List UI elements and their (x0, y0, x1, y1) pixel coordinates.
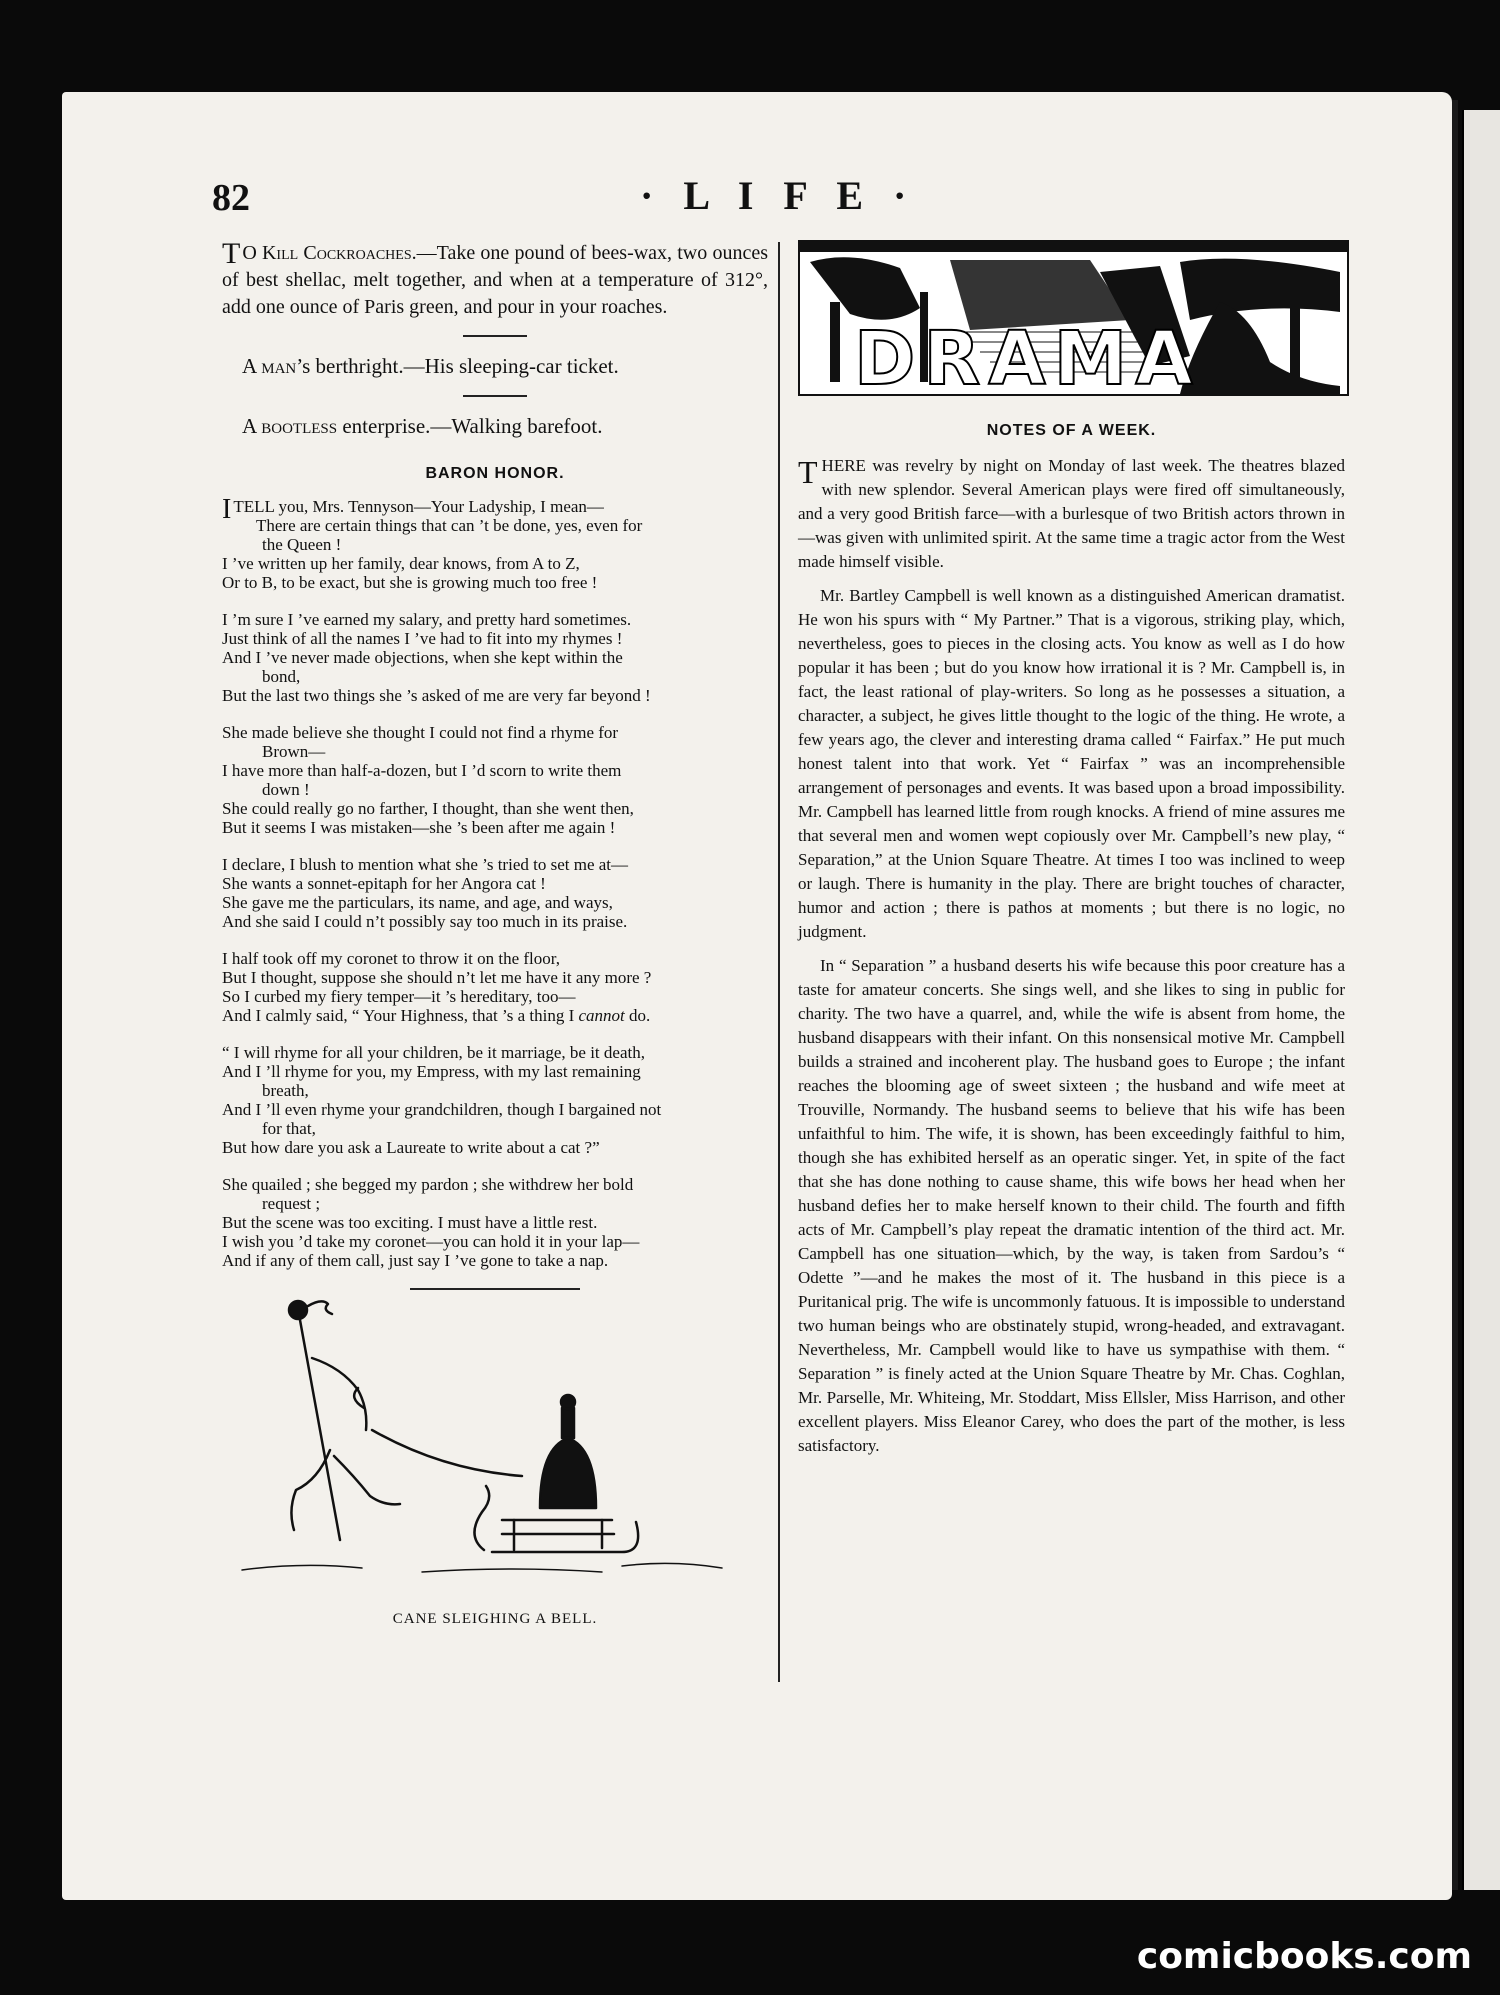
bootless-text: enterprise.—Walking barefoot. (337, 414, 603, 438)
poem-line: bond, (262, 667, 301, 686)
drama-banner (798, 240, 1349, 396)
berthright-lead: A man (242, 354, 297, 378)
poem-line-text: TELL you, Mrs. Tennyson—Your Ladyship, I mean— (233, 497, 604, 516)
berthright-text: ’s berthright.—His sleeping-car ticket. (296, 354, 619, 378)
poem-emphasis: cannot (578, 1006, 625, 1025)
poem-line: But the scene was too exciting. I must have a little rest. (222, 1213, 598, 1232)
poem-line: Or to B, to be exact, but she is growing much too free ! (222, 573, 598, 592)
poem-line: Brown— (262, 742, 326, 761)
paragraph-text: HERE was revelry by night on Monday of last week. The theatres blazed with new splendor. Several American plays were fired off simultaneously, and a very good British farce—with a burlesque of two British actors thrown in—was given with unlimited spirit. At the same time a tragic actor from the West made himself visible. (798, 456, 1345, 571)
poem-line: So I curbed my fiery temper—it ’s hereditary, too— (222, 987, 576, 1006)
cockroaches-text: —Take one pound of bees-wax, two ounces of best shellac, melt together, and when at a temperature of 312°, add one ounce of Paris green, and pour in your roaches. (222, 242, 768, 318)
short-rule (463, 395, 527, 397)
poem-title: BARON HONOR. (425, 465, 565, 482)
drama-banner-title: DRAMA (854, 316, 1201, 396)
poem-stanza (222, 494, 768, 592)
poem-line: And I ’ll rhyme for you, my Empress, with my last remaining (222, 1062, 641, 1081)
poem-line: She quailed ; she begged my pardon ; she withdrew her bold (222, 1175, 634, 1194)
poem-line: I ’ve written up her family, dear knows, from A to Z, (222, 554, 580, 573)
poem-stanza (222, 723, 768, 837)
poem-line: I ’m sure I ’ve earned my salary, and pretty hard sometimes. (222, 610, 632, 629)
next-page-edge (1462, 110, 1500, 1890)
drama-paragraph-2: Mr. Bartley Campbell is well known as a distinguished American dramatist. He won his spurs with “ My Partner.” That is a vigorous, striking play, which, nevertheless, goes to pieces in the closing acts. You know as well as I do how popular it has been ; but do you know how irrational it is ? Mr. Campbell is, in fact, the least rational of play-writers. So long as he possesses a situation, a character, a subject, he gives little thought to the logic of the thing. He wrote, a few years ago, the clever and interesting drama called “ Fairfax.” He put much honest talent into that work. Yet “ Fairfax ” was an incomprehensible arrangement of personages and events. It was based upon a broad impossibility. Mr. Campbell has learned little from rough knocks. A friend of mine assures me that several men and women wept copiously over Mr. Campbell’s new play, “ Separation,” at the Union Square Theatre. At times I too was inclined to weep or laugh. There is humanity in the play. There are bright touches of character, humor and action ; there is pathos at moments ; but there is no logic, no judgment. (798, 586, 1345, 941)
illustration-caption: CANE SLEIGHING A BELL. (392, 1611, 598, 1627)
poem-line: And she said I could n’t possibly say too much in its praise. (222, 912, 628, 931)
poem-line: I wish you ’d take my coronet—you can hold it in your lap— (222, 1232, 640, 1251)
poem-stanza (222, 855, 768, 931)
poem-stanza (222, 610, 768, 705)
poem-drop-cap: I (222, 494, 232, 525)
poem-line: the Queen ! (262, 535, 342, 554)
poem-line: And I ’ll even rhyme your grandchildren, though I bargained not (222, 1100, 662, 1119)
drop-cap: T (798, 454, 818, 490)
poem-stanza (222, 1043, 768, 1157)
berthright-joke (242, 351, 768, 381)
poem-line: But it seems I was mistaken—she ’s been after me again ! (222, 818, 616, 837)
poem-stanza (222, 949, 768, 1025)
bootless-joke (242, 411, 768, 441)
poem-line: She wants a sonnet-epitaph for her Angora cat ! (222, 874, 546, 893)
poem-line (222, 494, 768, 525)
poem-line: But I thought, suppose she should n’t let me have it any more ? (222, 968, 652, 987)
poem-line: for that, (262, 1119, 316, 1138)
cockroaches-paragraph (222, 237, 768, 321)
poem-line: She gave me the particulars, its name, and age, and ways, (222, 893, 613, 912)
right-column (798, 240, 1345, 1468)
column-divider (778, 242, 780, 1682)
drama-paragraph-1 (798, 454, 1345, 574)
watermark: comicbooks.com (1136, 1936, 1472, 1977)
cockroaches-title: O Kill Cockroaches. (242, 242, 417, 264)
poem-line (222, 1006, 768, 1025)
poem-line: And if any of them call, just say I ’ve gone to take a nap. (222, 1251, 609, 1270)
masthead-title: · L I F E · (640, 173, 917, 218)
poem-line: But the last two things she ’s asked of me are very far beyond ! (222, 686, 651, 705)
poem-stanza (222, 1175, 768, 1270)
poem-line: I half took off my coronet to throw it on the floor, (222, 949, 560, 968)
cane-sleighing-bell-illustration (222, 1290, 768, 1600)
poem-line: She could really go no farther, I thought, than she went then, (222, 799, 634, 818)
page-number: 82 (212, 177, 250, 219)
poem-line: There are certain things that can ’t be done, yes, even for (256, 516, 643, 535)
poem-line: And I ’ve never made objections, when she kept within the (222, 648, 623, 667)
poem-line: request ; (262, 1194, 321, 1213)
poem-line: But how dare you ask a Laureate to write about a cat ?” (222, 1138, 600, 1157)
short-rule (463, 335, 527, 337)
poem-line: down ! (262, 780, 310, 799)
poem-line: I declare, I blush to mention what she ’s tried to set me at— (222, 855, 629, 874)
drama-paragraph-3: In “ Separation ” a husband deserts his wife because this poor creature has a taste for amateur concerts. She sings well, and she likes to sing in public for charity. The two have a quarrel, and, while the wife is absent from home, the husband disappears with their infant. On this nonsensical motive Mr. Campbell builds a strained and incoherent play. The husband goes to Europe ; the infant reaches the blooming age of sweet sixteen ; the husband and wife meet at Trouville, Normandy. The husband seems to believe that his wife has been unfaithful to him. The wife, it is shown, has been exceedingly faithful to him, though she has exhibited herself as an operatic singer. Yet, in spite of the fact that she has done nothing to cause shame, this wife bows her head when her husband defies her to make herself known to their child. The fourth and fifth acts of Mr. Campbell’s play repeat the dramatic intention of the third act. Mr. Campbell has one situation—which, by the way, is taken from Sardou’s “ Odette ”—and he makes the most of it. The husband in this piece is a Puritanical prig. The wife is uncommonly fatuous. It is impossible to understand two human beings who are obstinately stupid, wrong-headed, and extravagant. Nevertheless, Mr. Campbell would like to have us sympathise with them. “ Separation ” is finely acted at the Union Square Theatre by Mr. Chas. Coghlan, Mr. Parselle, Mr. Whiteing, Mr. Stoddart, Miss Ellsler, Miss Harrison, and other excellent players. Miss Eleanor Carey, who does the part of the mother, is less satisfactory. (798, 956, 1345, 1455)
drop-cap: T (222, 237, 241, 270)
poem-line: I have more than half-a-dozen, but I ’d scorn to write them (222, 761, 622, 780)
poem-line-text: do. (624, 1006, 651, 1025)
poem-line: “ I will rhyme for all your children, be it marriage, be it death, (222, 1043, 645, 1062)
poem-line-text: And I calmly said, “ Your Highness, that ’s a thing I (222, 1006, 579, 1025)
left-column (222, 237, 768, 1628)
poem-line: She made believe she thought I could not find a rhyme for (222, 723, 619, 742)
notes-heading: NOTES OF A WEEK. (986, 422, 1157, 439)
poem-line: Just think of all the names I ’ve had to fit into my rhymes ! (222, 629, 623, 648)
bootless-lead: A bootless (242, 414, 338, 438)
poem-baron-honor (222, 494, 768, 1270)
poem-line: breath, (262, 1081, 309, 1100)
